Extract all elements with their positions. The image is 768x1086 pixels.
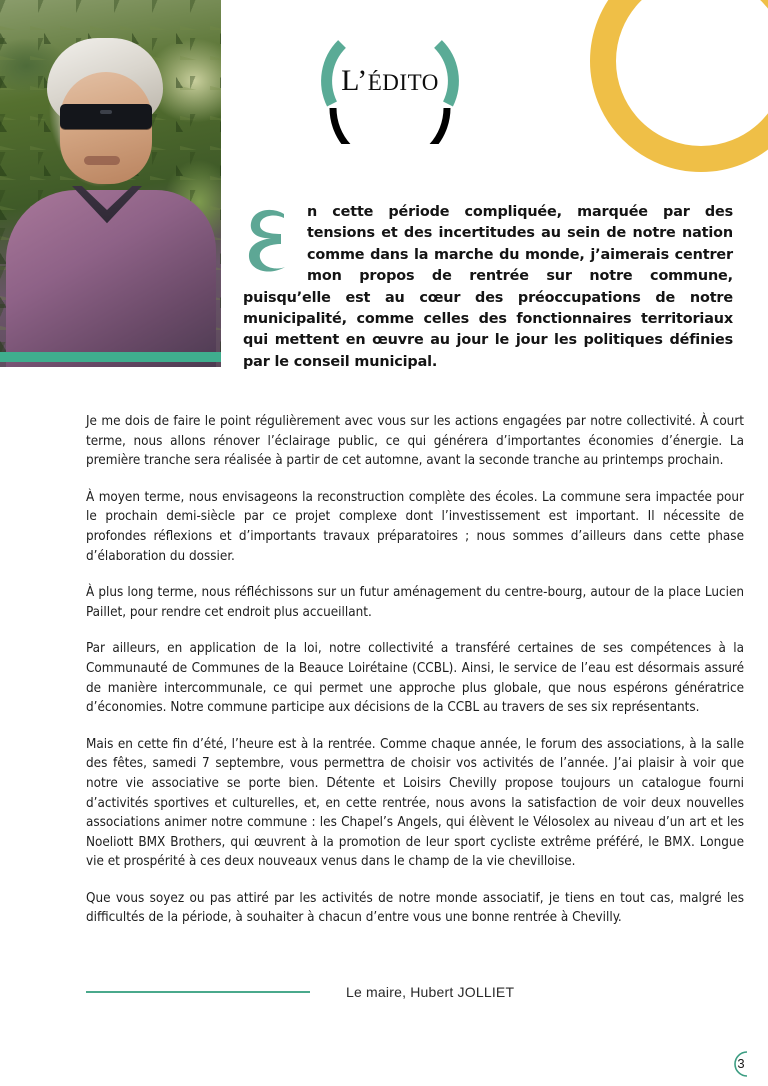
body-paragraph: Par ailleurs, en application de la loi, notre collectivité a transféré certaines de ses compétences à la Communauté de Communes de la Beauce Loirétaine (CCBL). Ainsi, le service de l’eau est désormais assuré de manière intercommunale, ce qui permet une approche plus globale, que nous espérons génératrice d’économies. Notre commune participe aux décisions de la CCBL au travers de ses six représentants. (86, 641, 744, 716)
signature-row (86, 984, 744, 1000)
signature-rule (86, 991, 310, 993)
intro-text: n cette période compliquée, marquée par des tensions et des incertitudes au sein de notre nation comme dans la marche du monde, j’aimerais centrer mon propos de rentrée sur notre commune, puisqu’elle est au cœur des préoccupations de notre municipalité, comme celles des fonctionnaires territoriaux qui mettent en œuvre au jour le jour les politiques définies par le conseil municipal. (243, 204, 733, 370)
sunglasses-icon (60, 104, 152, 129)
edito-title-rest: ÉDITO (367, 70, 439, 95)
edito-logo (310, 22, 470, 144)
photo-mouth (84, 156, 120, 165)
mayor-photo (0, 0, 221, 367)
dropcap-e (243, 204, 301, 276)
photo-background (0, 0, 221, 367)
body-paragraph: Je me dois de faire le point régulièrement avec vous sur les actions engagées par notre collectivité. À court terme, nous allons rénover l’éclairage public, ce qui générera d’importantes économies d’énergie. La première tranche sera réalisée à partir de cet automne, avant la seconde tranche au printemps prochain. (86, 414, 744, 469)
body-paragraph: À moyen terme, nous envisageons la reconstruction complète des écoles. La commune sera impactée pour le prochain demi-siècle par ce projet complexe dont l’investissement est important. Il nécessite de profondes réflexions et d’importants travaux préparatoires ; nous sommes d’ailleurs dans cette phase d’élaboration du dossier. (86, 489, 744, 564)
signature-name: Le maire, Hubert JOLLIET (346, 984, 515, 1000)
edito-title-text: L (341, 64, 358, 97)
body-paragraph: Que vous soyez ou pas attiré par les activités de notre monde associatif, je tiens en tout cas, malgré les difficultés de la période, à souhaiter à chacun d’entre vous une bonne rentrée à Chevilly. (86, 890, 744, 926)
yellow-arc-decoration (576, 0, 768, 186)
photo-accent-bar (0, 352, 221, 362)
edito-title-apostrophe: ’ (357, 64, 368, 97)
body-copy (86, 412, 744, 928)
page-number-badge (726, 1049, 762, 1085)
edito-title (310, 64, 470, 98)
intro-paragraph (243, 202, 733, 373)
page-number: 3 (737, 1056, 745, 1071)
body-paragraph: À plus long terme, nous réfléchissons sur un futur aménagement du centre-bourg, autour de la place Lucien Paillet, pour rendre cet endroit plus accueillant. (86, 585, 744, 620)
body-paragraph: Mais en cette fin d’été, l’heure est à la rentrée. Comme chaque année, le forum des associations, à la salle des fêtes, samedi 7 septembre, vous permettra de choisir vos activités de l’année. J’ai plaisir à voir que notre vie associative se porte bien. Détente et Loisirs Chevilly propose toujours un catalogue fourni d’activités sportives et culturelles, et, en cette rentrée, nous avons la satisfaction de voir deux nouvelles associations animer notre commune : les Chapel’s Angels, qui élèvent le Vélosolex au niveau d’un art et les Noeliott BMX Brothers, qui œuvrent à la promotion de leur sport cycliste extrême préféré, le BMX. Longue vie et prospérité à ces deux nouveaux venus dans le champ de la vie chevilloise. (86, 736, 744, 870)
